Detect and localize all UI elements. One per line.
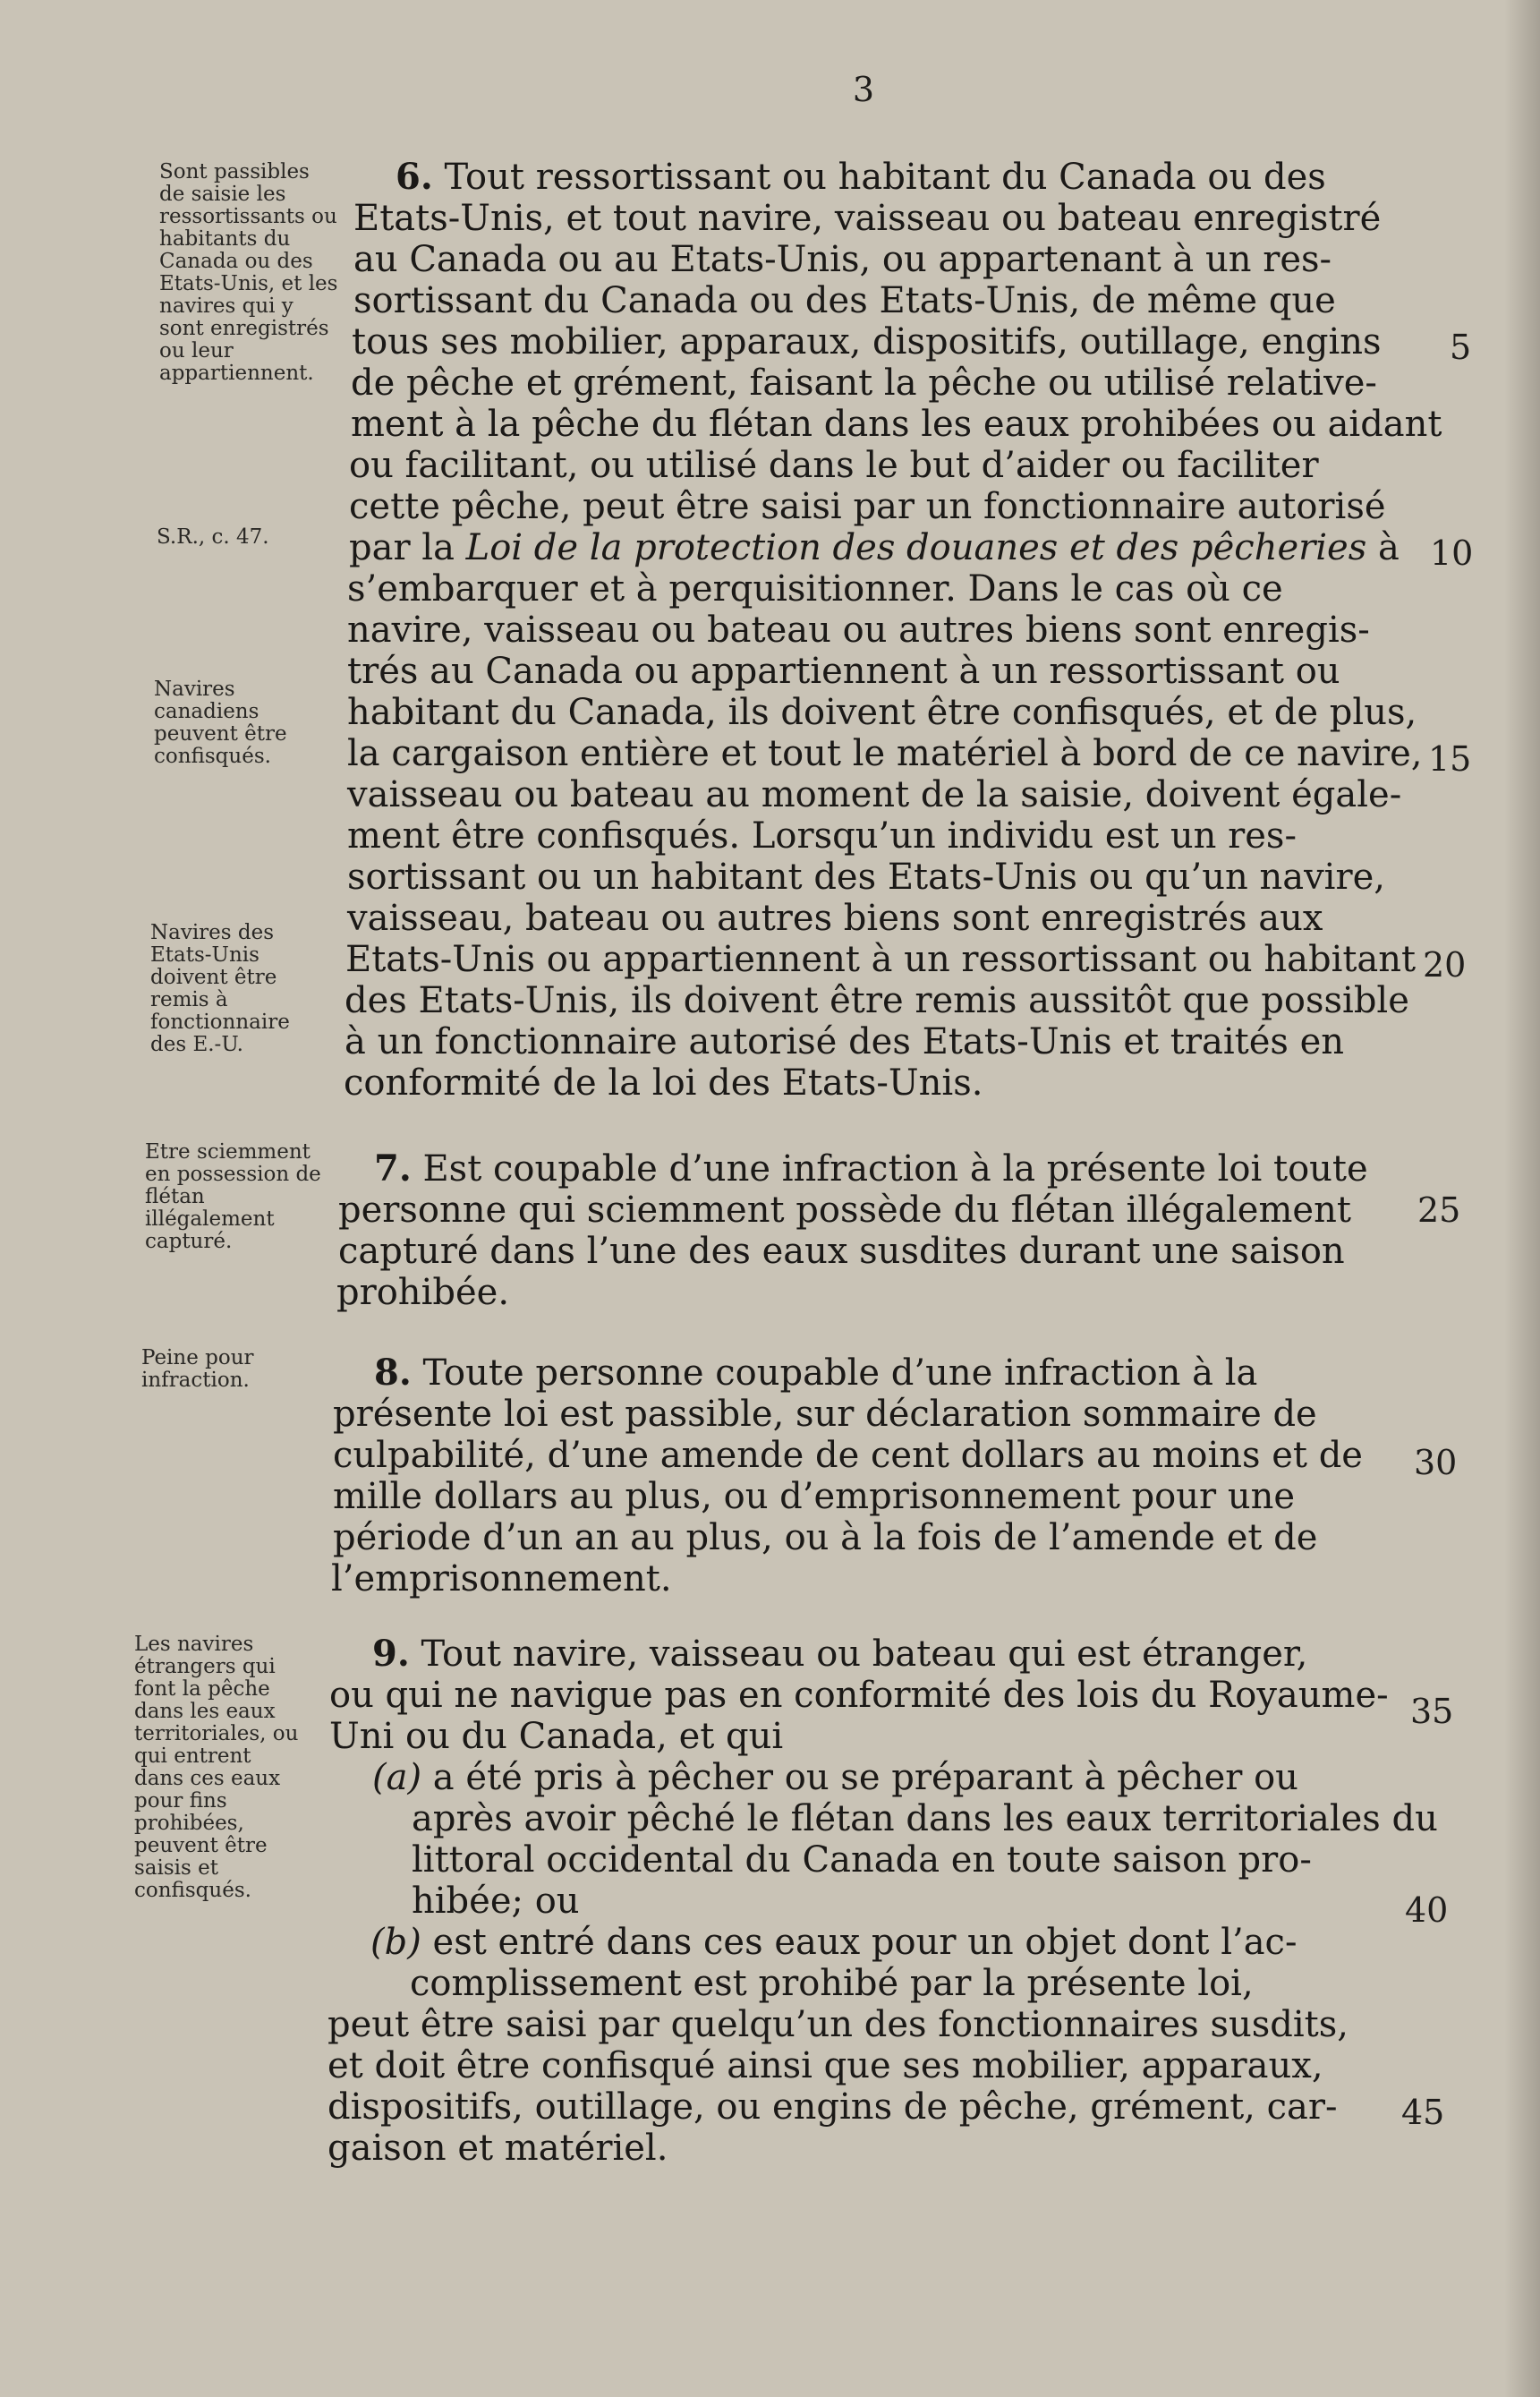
section-6-line: vaisseau, bateau ou autres biens sont enregistrés aux bbox=[347, 898, 1323, 939]
line-number: 30 bbox=[1414, 1443, 1458, 1482]
section-6-line: Etats-Unis ou appartiennent à un ressortissant ou habitant bbox=[345, 939, 1417, 980]
section-9-line: 9. Tout navire, vaisseau ou bateau qui est étranger, bbox=[372, 1633, 1308, 1675]
line-number: 20 bbox=[1423, 945, 1467, 985]
section-9-line: (b) est entré dans ces eaux pour un objet dont l’ac- bbox=[370, 1922, 1298, 1963]
section-6-line: par la Loi de la protection des douanes et des pêcheries à bbox=[349, 527, 1400, 568]
section-6-line: navire, vaisseau ou bateau ou autres biens sont enregis- bbox=[347, 610, 1370, 651]
section-9-line: peut être saisi par quelqu’un des fonctionnaires susdits, bbox=[328, 2004, 1349, 2045]
section-6-line: ment à la pêche du flétan dans les eaux prohibées ou aidant bbox=[351, 404, 1442, 445]
clause-b-label: (b) bbox=[370, 1922, 421, 1963]
line-number: 35 bbox=[1410, 1692, 1454, 1731]
section-6-line: ou facilitant, ou utilisé dans le but d’aider ou faciliter bbox=[349, 445, 1319, 486]
line-number: 10 bbox=[1430, 533, 1474, 573]
section-6-line: tous ses mobilier, apparaux, dispositifs, outillage, engins bbox=[352, 321, 1382, 363]
section-6-line: sortissant du Canada ou des Etats-Unis, de même que bbox=[353, 280, 1336, 321]
section-6-line: cette pêche, peut être saisi par un fonctionnaire autorisé bbox=[349, 486, 1386, 527]
margin-note-citation: S.R., c. 47. bbox=[157, 525, 269, 549]
section-9-line: Uni ou du Canada, et qui bbox=[329, 1716, 784, 1757]
line-number: 40 bbox=[1405, 1890, 1449, 1930]
section-6-line: de pêche et grément, faisant la pêche ou utilisé relative- bbox=[351, 363, 1377, 404]
margin-note-foreign-vessels: Les navires étrangers qui font la pêche dans les eaux territoriales, ou qui entrent dans ces eaux pour fins prohibées, peuvent être saisis et confisqués. bbox=[134, 1633, 299, 1902]
section-9-line: dispositifs, outillage, ou engins de pêche, grément, car- bbox=[328, 2086, 1338, 2128]
section-number: 8. bbox=[374, 1352, 412, 1394]
section-9-line: complissement est prohibé par la présente loi, bbox=[410, 1963, 1254, 2004]
act-title: Loi de la protection des douanes et des pêcheries bbox=[465, 527, 1367, 568]
line-number: 15 bbox=[1428, 739, 1472, 779]
section-9-line: ou qui ne navigue pas en conformité des lois du Royaume- bbox=[329, 1675, 1389, 1716]
section-6-line: trés au Canada ou appartiennent à un ressortissant ou bbox=[347, 651, 1340, 692]
margin-note-us-vessels: Navires des Etats-Unis doivent être remis à fonctionnaire des E.-U. bbox=[150, 921, 290, 1056]
section-number: 6. bbox=[396, 156, 433, 198]
section-8-line: culpabilité, d’une amende de cent dollars au moins et de bbox=[333, 1435, 1363, 1476]
section-6-line: sortissant ou un habitant des Etats-Unis ou qu’un navire, bbox=[347, 857, 1385, 898]
section-6-line: au Canada ou au Etats-Unis, ou appartenant à un res- bbox=[353, 239, 1332, 280]
margin-note-canadian-vessels: Navires canadiens peuvent être confisqués. bbox=[154, 678, 287, 768]
section-6-line: des Etats-Unis, ils doivent être remis aussitôt que possible bbox=[345, 980, 1409, 1021]
section-9-line: après avoir pêché le flétan dans les eaux territoriales du bbox=[412, 1798, 1438, 1839]
section-9-line: et doit être confisqué ainsi que ses mobilier, apparaux, bbox=[328, 2045, 1323, 2086]
section-6-line: conformité de la loi des Etats-Unis. bbox=[344, 1062, 983, 1104]
section-6-line: vaisseau ou bateau au moment de la saisie, doivent égale- bbox=[347, 774, 1402, 815]
section-9-line: hibée; ou bbox=[412, 1881, 580, 1922]
section-6-line: 6. Tout ressortissant ou habitant du Canada ou des bbox=[396, 156, 1326, 198]
section-9-line: (a) a été pris à pêcher ou se préparant à pêcher ou bbox=[372, 1757, 1298, 1798]
section-7-line: personne qui sciemment possède du flétan illégalement bbox=[338, 1190, 1351, 1231]
clause-a-label: (a) bbox=[372, 1757, 422, 1798]
section-8-line: l’emprisonnement. bbox=[331, 1558, 672, 1599]
section-8-line: période d’un an au plus, ou à la fois de l’amende et de bbox=[333, 1517, 1318, 1558]
section-6-line: la cargaison entière et tout le matériel à bord de ce navire, bbox=[347, 733, 1423, 774]
margin-note-seizure: Sont passibles de saisie les ressortissants ou habitants du Canada ou des Etats-Unis, et les navires qui y sont enregistrés ou leur appartiennent. bbox=[159, 160, 338, 385]
section-7-line: 7. Est coupable d’une infraction à la présente loi toute bbox=[374, 1147, 1368, 1190]
page-edge-shadow bbox=[1504, 0, 1540, 2397]
section-7-line: capturé dans l’une des eaux susdites durant une saison bbox=[338, 1231, 1345, 1272]
section-9-line: littoral occidental du Canada en toute saison pro- bbox=[412, 1839, 1312, 1881]
margin-note-penalty: Peine pour infraction. bbox=[141, 1346, 254, 1392]
section-8-line: présente loi est passible, sur déclaration sommaire de bbox=[333, 1394, 1317, 1435]
line-number: 45 bbox=[1401, 2093, 1445, 2132]
section-6-line: s’embarquer et à perquisitionner. Dans le cas où ce bbox=[347, 568, 1283, 610]
section-6-line: Etats-Unis, et tout navire, vaisseau ou bateau enregistré bbox=[353, 198, 1382, 239]
line-number: 5 bbox=[1450, 328, 1472, 367]
section-6-line: ment être confisqués. Lorsqu’un individu est un res- bbox=[347, 815, 1297, 857]
section-6-line: habitant du Canada, ils doivent être confisqués, et de plus, bbox=[347, 692, 1417, 733]
line-number: 25 bbox=[1417, 1190, 1461, 1230]
page-number: 3 bbox=[852, 70, 875, 109]
section-8-line: mille dollars au plus, ou d’emprisonnement pour une bbox=[333, 1476, 1296, 1517]
margin-note-possession: Etre sciemment en possession de flétan illégalement capturé. bbox=[145, 1140, 321, 1253]
section-8-line: 8. Toute personne coupable d’une infraction à la bbox=[374, 1352, 1258, 1394]
section-number: 7. bbox=[374, 1147, 412, 1190]
section-number: 9. bbox=[372, 1633, 410, 1675]
section-6-line: à un fonctionnaire autorisé des Etats-Unis et traités en bbox=[345, 1021, 1345, 1062]
section-9-line: gaison et matériel. bbox=[328, 2128, 668, 2169]
section-7-line: prohibée. bbox=[336, 1272, 510, 1313]
